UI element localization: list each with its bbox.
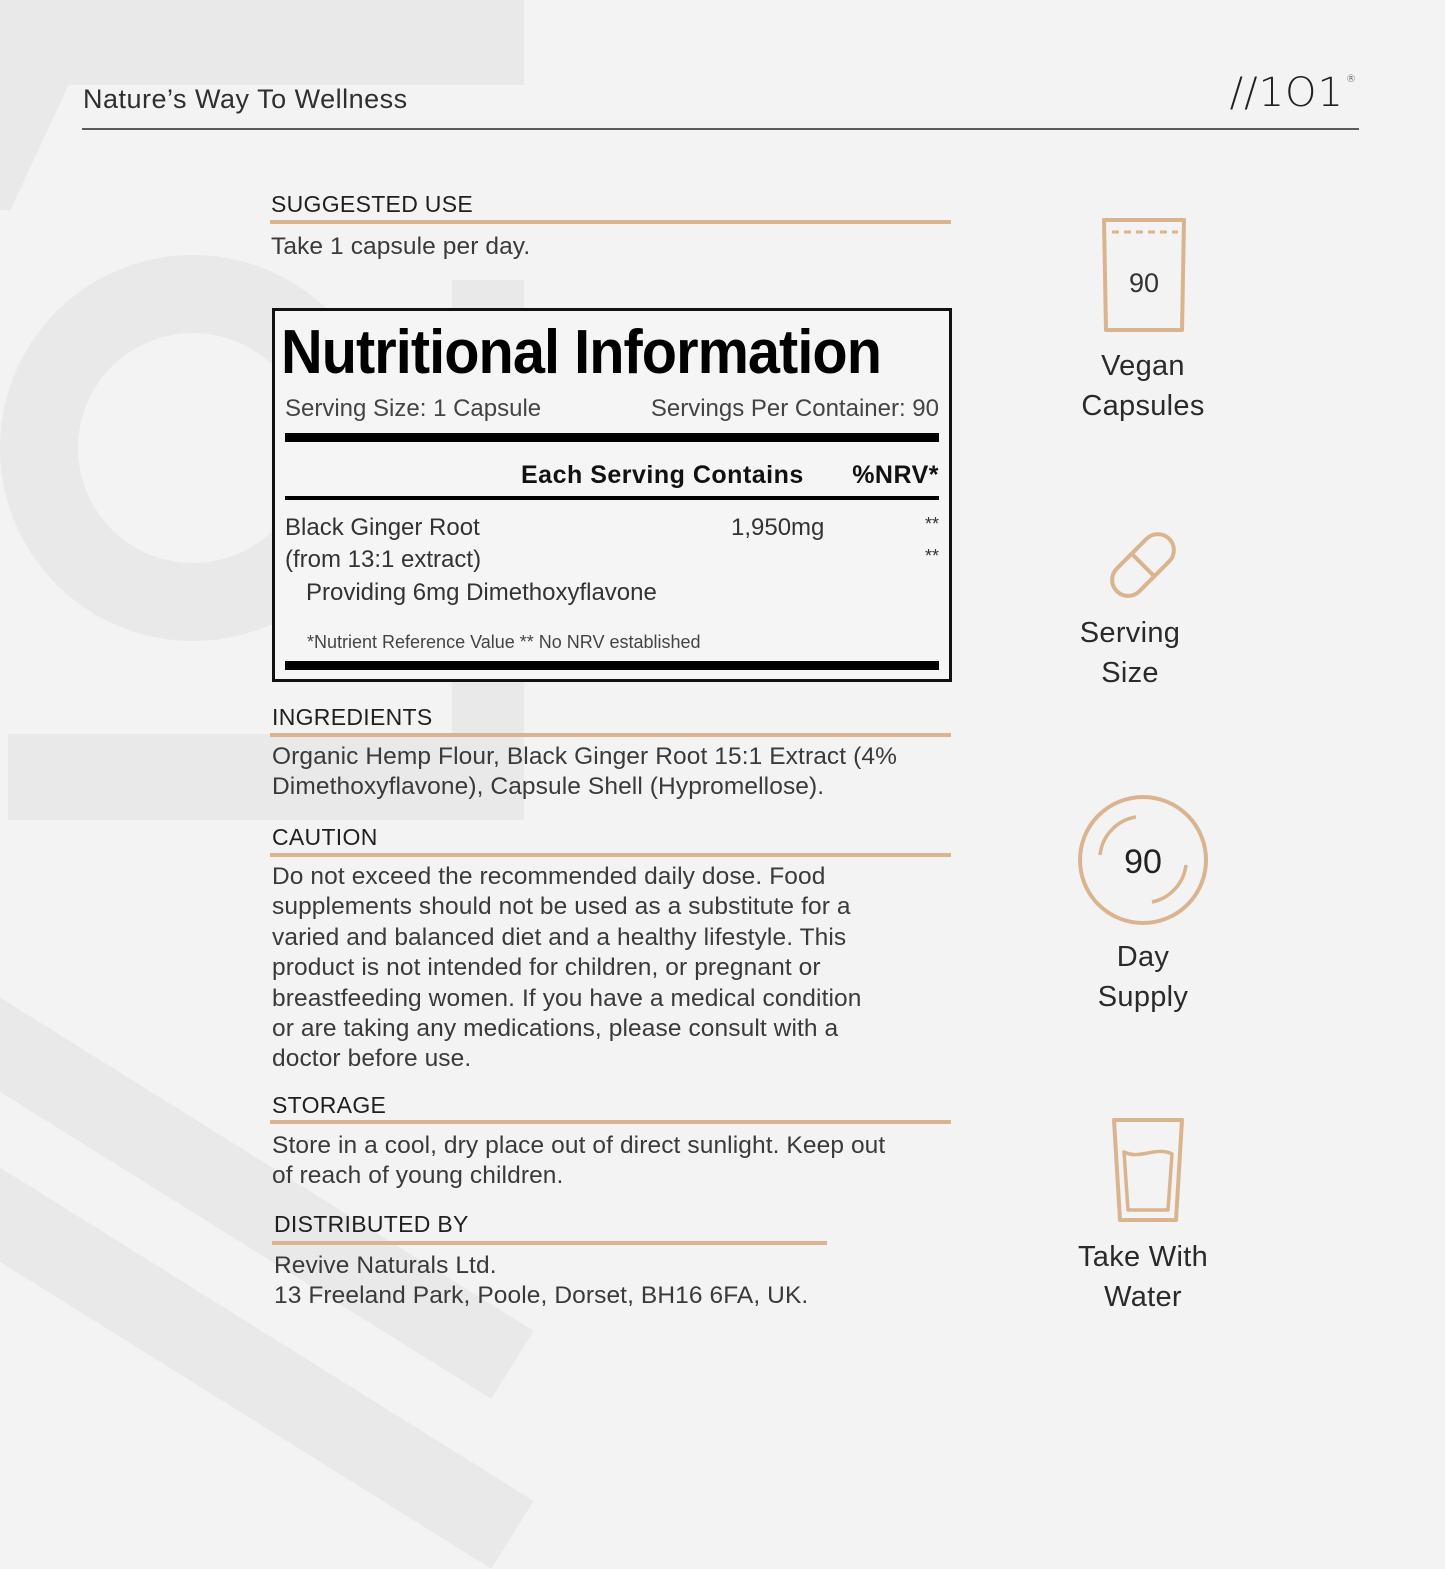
label-line: Supply bbox=[1097, 981, 1189, 1013]
nutrient-row-nrv: ** bbox=[924, 546, 939, 566]
registered-mark: ® bbox=[1346, 74, 1357, 85]
nutrient-row-name: Providing 6mg Dimethoxyflavone bbox=[306, 579, 657, 606]
storage-text bbox=[272, 1131, 885, 1192]
caution-title: CAUTION bbox=[272, 824, 378, 850]
storage-rule bbox=[270, 1120, 951, 1124]
distributed-by-title: DISTRIBUTED BY bbox=[274, 1211, 469, 1237]
storage-line: of reach of young children. bbox=[272, 1162, 564, 1190]
caution-text bbox=[272, 862, 861, 1075]
caution-line: breastfeeding women. If you have a medical condition bbox=[272, 984, 862, 1012]
day-supply-count: 90 bbox=[1124, 843, 1162, 881]
vegan-capsules-label bbox=[1033, 346, 1253, 426]
nutrient-row-nrv: ** bbox=[924, 514, 939, 534]
nutrition-bottom-rule bbox=[285, 661, 939, 670]
caution-line: product is not intended for children, or pregnant or bbox=[272, 954, 821, 982]
suggested-use-rule bbox=[270, 220, 951, 224]
serving-size-text: Serving Size: 1 Capsule bbox=[285, 395, 542, 422]
brand-logo bbox=[1230, 70, 1357, 116]
nutrition-panel bbox=[272, 308, 952, 682]
distributor-address bbox=[274, 1251, 808, 1312]
storage-title: STORAGE bbox=[272, 1092, 387, 1118]
distributor-line: 13 Freeland Park, Poole, Dorset, BH16 6FA, UK. bbox=[274, 1282, 809, 1310]
label-line: Take With bbox=[1077, 1241, 1208, 1273]
nutrition-thin-rule bbox=[285, 496, 939, 500]
nutrition-title: Nutritional Information bbox=[281, 318, 882, 387]
ingredients-rule bbox=[270, 733, 951, 737]
watermark-slash-top bbox=[0, 40, 90, 210]
nutrient-row-name: Black Ginger Root bbox=[285, 514, 480, 541]
label-line: Vegan bbox=[1101, 350, 1185, 382]
caution-line: supplements should not be used as a substitute for a bbox=[272, 893, 851, 921]
caution-rule bbox=[270, 853, 951, 857]
caution-line: doctor before use. bbox=[272, 1045, 472, 1073]
brand-logo-text: //1O1 bbox=[1229, 70, 1344, 116]
suggested-use-title: SUGGESTED USE bbox=[271, 191, 473, 217]
nutrition-footnote: *Nutrient Reference Value ** No NRV established bbox=[307, 632, 701, 652]
label-line: Serving bbox=[1079, 617, 1181, 649]
label-line: Day bbox=[1116, 941, 1170, 973]
day-supply-label bbox=[1033, 937, 1253, 1017]
header-divider bbox=[82, 128, 1359, 130]
distributed-by-rule bbox=[272, 1241, 827, 1245]
label-line: Size bbox=[1101, 657, 1159, 689]
header-tagline: Nature’s Way To Wellness bbox=[83, 84, 408, 114]
ingredients-title: INGREDIENTS bbox=[272, 704, 433, 730]
ingredients-text bbox=[272, 742, 897, 803]
caution-line: or are taking any medications, please consult with a bbox=[272, 1015, 839, 1043]
nutrient-row-amount: 1,950mg bbox=[731, 514, 825, 541]
nrv-header: %NRV* bbox=[852, 461, 939, 489]
nutrient-row-name: (from 13:1 extract) bbox=[285, 546, 482, 573]
caution-line: Do not exceed the recommended daily dose. Food bbox=[272, 863, 826, 890]
servings-per-container-text: Servings Per Container: 90 bbox=[650, 395, 939, 422]
label-line: Capsules bbox=[1081, 390, 1205, 422]
nutrition-thick-rule bbox=[285, 433, 939, 442]
each-serving-header: Each Serving Contains bbox=[521, 461, 804, 489]
storage-line: Store in a cool, dry place out of direct sunlight. Keep out bbox=[272, 1132, 886, 1159]
suggested-use-text: Take 1 capsule per day. bbox=[271, 233, 531, 260]
take-with-water-label bbox=[1033, 1237, 1253, 1317]
ingredients-line: Dimethoxyflavone), Capsule Shell (Hypromellose). bbox=[272, 773, 825, 801]
pouch-count: 90 bbox=[1128, 268, 1160, 298]
distributor-line: Revive Naturals Ltd. bbox=[274, 1252, 497, 1279]
capsule-icon bbox=[1100, 522, 1186, 608]
ingredients-line: Organic Hemp Flour, Black Ginger Root 15:1 Extract (4% bbox=[272, 743, 897, 770]
caution-line: varied and balanced diet and a healthy lifestyle. This bbox=[272, 923, 847, 951]
serving-size-label bbox=[1020, 613, 1240, 693]
water-glass-icon bbox=[1110, 1116, 1186, 1224]
label-line: Water bbox=[1104, 1281, 1182, 1313]
